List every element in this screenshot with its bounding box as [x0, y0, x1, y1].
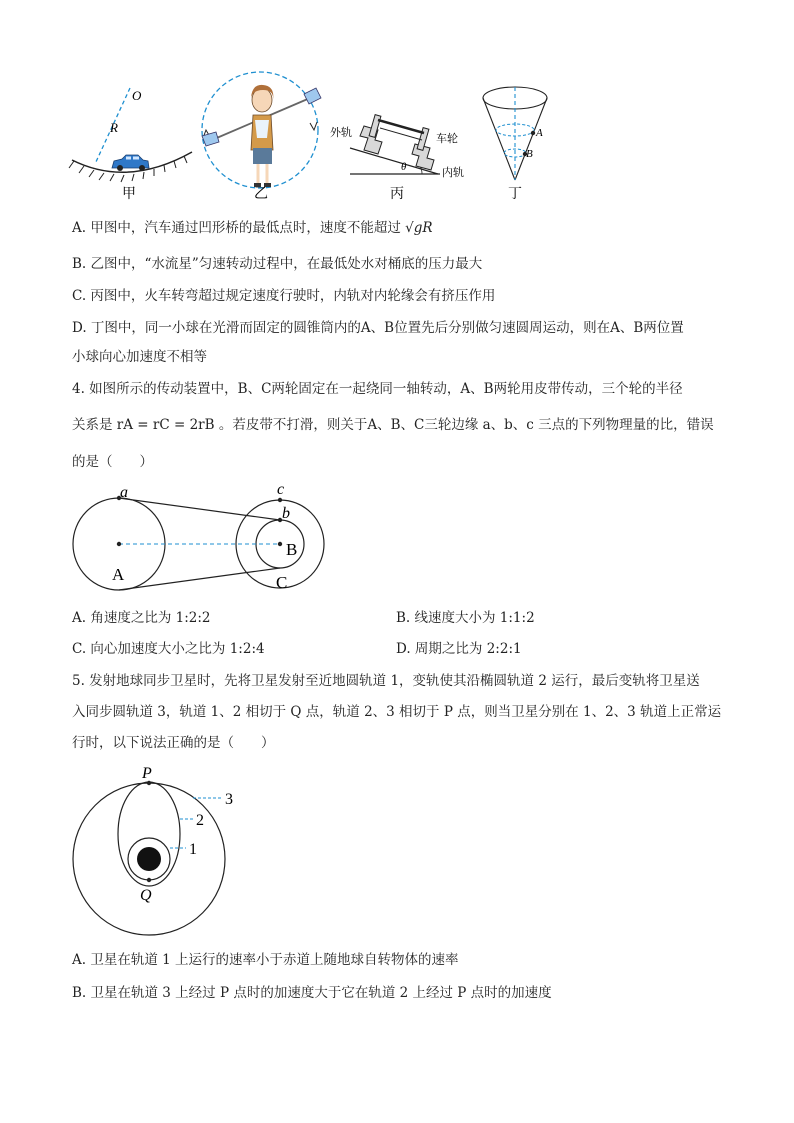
q4-figure — [60, 478, 350, 598]
q3-option-c[interactable]: C. 丙图中，火车转弯超过规定速度行驶时，内轨对内轮缘会有挤压作用 — [72, 288, 496, 304]
label-wheel-C: C — [276, 573, 288, 592]
label-wheel: 车轮 — [436, 133, 458, 145]
fig-label-yi: 乙 — [254, 187, 268, 202]
q4-stem-line3: 的是（ ） — [72, 454, 153, 470]
q5-stem-line1: 5. 发射地球同步卫星时，先将卫星发射至近地圆轨道 1，变轨使其沿椭圆轨道 2 运行，最后变轨将卫星送 — [72, 673, 700, 689]
q3-option-d[interactable]: D. 丁图中，同一小球在光滑而固定的圆锥筒内的A、B位置先后分别做匀速圆周运动，则在A、B两位置 — [72, 320, 684, 336]
q4-stem-line1: 4. 如图所示的传动装置中，B、C两轮固定在一起绕同一轴转动，A、B两轮用皮带传动，三个轮的半径 — [72, 381, 683, 397]
q4-option-c[interactable]: C. 向心加速度大小之比为 1:2:4 — [72, 641, 265, 657]
figure-yi — [202, 72, 321, 202]
label-c: c — [277, 481, 285, 498]
figure-jia — [69, 88, 192, 202]
figure-bing — [330, 115, 464, 202]
q3-option-a[interactable]: A. 甲图中，汽车通过凹形桥的最低点时，速度不能超过 √gR — [72, 220, 433, 236]
fig-label-jia: 甲 — [122, 187, 136, 202]
q3-option-b[interactable]: B. 乙图中，“水流星”匀速转动过程中，在最低处水对桶底的压力最大 — [72, 256, 483, 272]
label-orbit2: 2 — [196, 812, 204, 829]
label-outer-rail: 外轨 — [330, 127, 352, 139]
label-B: B — [526, 148, 533, 160]
q5-option-b[interactable]: B. 卫星在轨道 3 上经过 P 点时的加速度大于它在轨道 2 上经过 P 点时的加速度 — [72, 985, 552, 1001]
label-orbit1: 1 — [189, 841, 197, 858]
label-b: b — [282, 505, 290, 522]
fig-label-bing: 丙 — [390, 187, 404, 202]
label-wheel-B: B — [286, 540, 298, 559]
q3-figures — [60, 60, 740, 210]
q4-option-b[interactable]: B. 线速度大小为 1:1:2 — [396, 610, 535, 626]
q4-option-d[interactable]: D. 周期之比为 2:2:1 — [396, 641, 522, 657]
q5-figure — [60, 762, 260, 942]
earth-icon — [137, 847, 161, 871]
label-Q: Q — [140, 887, 152, 904]
label-A: A — [536, 127, 543, 139]
q5-option-a[interactable]: A. 卫星在轨道 1 上运行的速率小于赤道上随地球自转物体的速率 — [72, 952, 459, 968]
q5-stem-line2: 入同步圆轨道 3，轨道 1、2 相切于 Q 点，轨道 2、3 相切于 P 点，则当卫星分别在 1、2、3 轨道上正常运 — [72, 704, 722, 720]
car-icon — [112, 155, 149, 171]
label-a: a — [120, 484, 128, 501]
label-P: P — [142, 765, 152, 782]
label-orbit3: 3 — [225, 791, 233, 808]
fig-label-ding: 丁 — [508, 187, 522, 202]
label-O: O — [132, 88, 142, 103]
sqrt-gR: √gR — [405, 220, 433, 236]
figure-ding — [483, 87, 547, 202]
q4-option-a[interactable]: A. 角速度之比为 1:2:2 — [72, 610, 211, 626]
q3-option-d-line2: 小球向心加速度不相等 — [72, 349, 207, 365]
q5-stem-line3: 行时，以下说法正确的是（ ） — [72, 735, 275, 751]
label-theta: θ — [401, 161, 407, 173]
label-inner-rail: 内轨 — [442, 167, 464, 179]
girl-icon — [251, 85, 273, 187]
label-wheel-A: A — [112, 565, 125, 584]
label-R: R — [110, 120, 118, 135]
q4-stem-line2: 关系是 rA = rC = 2rB 。若皮带不打滑，则关于A、B、C三轮边缘 a、b、c 三点的下列物理量的比，错误 — [72, 417, 714, 433]
